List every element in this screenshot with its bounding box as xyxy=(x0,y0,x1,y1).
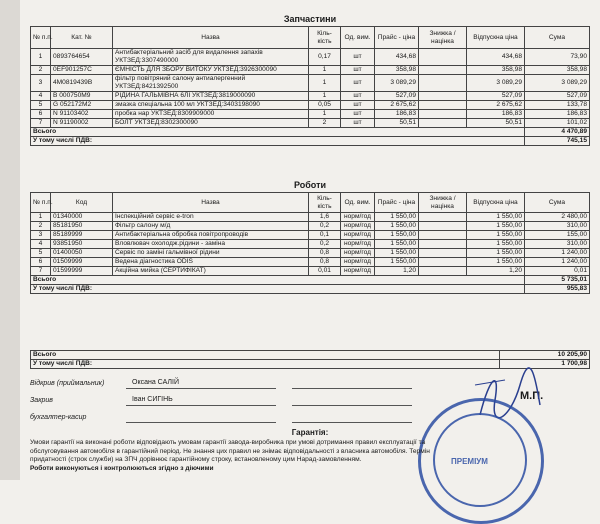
parts-table-cell xyxy=(419,110,467,119)
parts-col-sum: Сума xyxy=(525,27,590,49)
stamp-text: ПРЕМІУМ xyxy=(451,457,488,466)
parts-table-cell: 0,05 xyxy=(309,101,341,110)
parts-table-cell: 3 xyxy=(31,75,51,92)
parts-table-cell: 101,02 xyxy=(525,119,590,128)
grand-total-row xyxy=(31,351,590,360)
works-table-cell: 1 550,00 xyxy=(467,231,525,240)
closed-label: Закрив xyxy=(30,397,53,404)
parts-table-cell: шт xyxy=(341,119,375,128)
parts-table-cell: Антибактеріальний засіб для видалення запахів УКТЗЕД:3307490000 xyxy=(113,49,309,66)
parts-table-cell: 1 xyxy=(309,66,341,75)
works-table-cell: 01599999 xyxy=(51,267,113,276)
parts-table-cell: 6 xyxy=(31,110,51,119)
parts-table-cell: 186,83 xyxy=(467,110,525,119)
parts-table-cell: 0893764654 xyxy=(51,49,113,66)
works-table-cell: норм/год xyxy=(341,213,375,222)
works-table-cell: Ведена діагностика ODIS xyxy=(113,258,309,267)
works-table-cell: 0,2 xyxy=(309,222,341,231)
works-table-cell: 1 550,00 xyxy=(467,213,525,222)
parts-table-row xyxy=(31,92,590,101)
works-table-cell: Фільтр салону м/д xyxy=(113,222,309,231)
works-table-cell: 93851950 xyxy=(51,240,113,249)
works-table-cell: 0,01 xyxy=(309,267,341,276)
works-col-unit: Од. вим. xyxy=(341,193,375,213)
parts-table-cell: 1 xyxy=(309,92,341,101)
warranty-line-3: придатності (строк служби) на ЗПЧ дорівнює гарантійному строку, встановленому цим Нарад-замовленням. xyxy=(30,456,362,463)
parts-table-cell xyxy=(419,92,467,101)
parts-title: Запчастини xyxy=(283,14,337,24)
cashier-label: бухгалтер-касир xyxy=(30,414,87,421)
closed-name: Іван СИГІНЬ xyxy=(132,396,173,403)
parts-table-row xyxy=(31,49,590,66)
parts-table-cell: шт xyxy=(341,101,375,110)
works-table-cell: 1 550,00 xyxy=(375,249,419,258)
works-table-cell: 1 240,00 xyxy=(525,258,590,267)
parts-table-cell: 186,83 xyxy=(375,110,419,119)
parts-table-cell: шт xyxy=(341,92,375,101)
parts-total-label: Всього xyxy=(31,128,525,137)
parts-col-code: Кат. № xyxy=(51,27,113,49)
warranty-line-4: Роботи виконуються і контролюються згідно з діючими xyxy=(30,464,214,472)
parts-table-cell xyxy=(419,119,467,128)
works-table-cell: 5 xyxy=(31,249,51,258)
parts-col-no: № п.п. xyxy=(31,27,51,49)
works-table-cell: 0,2 xyxy=(309,240,341,249)
warranty-title: Гарантія: xyxy=(291,428,329,437)
works-table-cell: Вловлювач охолодж.рідини - заміна xyxy=(113,240,309,249)
parts-table-cell: 434,68 xyxy=(375,49,419,66)
works-table-cell: 1 550,00 xyxy=(375,240,419,249)
closed-line xyxy=(126,405,276,406)
works-table-cell: Акційна мийка (СЕРТИФІКАТ) xyxy=(113,267,309,276)
parts-col-discount: Знижка / націнка xyxy=(419,27,467,49)
works-table-cell xyxy=(419,213,467,222)
works-table-cell: 4 xyxy=(31,240,51,249)
works-col-price: Прайс - ціна xyxy=(375,193,419,213)
parts-table-cell: 7 xyxy=(31,119,51,128)
warranty-line-2: обслуговування автомобіля в гарантійний період. Не знання цих правил не знімає відповідальності з власника автомобіля. Термін xyxy=(30,447,430,455)
works-table-row xyxy=(31,258,590,267)
parts-col-sale-price: Відпускна ціна xyxy=(467,27,525,49)
works-table-row xyxy=(31,240,590,249)
parts-table-cell: 434,68 xyxy=(467,49,525,66)
works-vat-label: У тому числі ПДВ: xyxy=(31,285,525,294)
works-col-sale-price: Відпускна ціна xyxy=(467,193,525,213)
accepted-line xyxy=(126,388,276,389)
works-table-cell: 1 xyxy=(31,213,51,222)
works-table-cell xyxy=(419,240,467,249)
parts-table-cell xyxy=(419,101,467,110)
works-table-cell: Сервіс по заміні гальмівної рідини xyxy=(113,249,309,258)
works-total-label: Всього xyxy=(31,276,525,285)
parts-table-cell xyxy=(419,49,467,66)
works-table-cell: 2 xyxy=(31,222,51,231)
works-table-row xyxy=(31,249,590,258)
parts-table-cell: 133,78 xyxy=(525,101,590,110)
works-total-value: 5 735,01 xyxy=(525,276,590,285)
works-col-name: Назва xyxy=(113,193,309,213)
works-table-cell: 7 xyxy=(31,267,51,276)
works-table-cell: 85189999 xyxy=(51,231,113,240)
works-table-cell: 85181950 xyxy=(51,222,113,231)
parts-table-cell: БОЛТ УКТЗЕД:8302300090 xyxy=(113,119,309,128)
accepted-name: Оксана САЛІЙ xyxy=(132,379,179,386)
parts-table-cell: 186,83 xyxy=(525,110,590,119)
works-col-qty: Кіль-кість xyxy=(309,193,341,213)
parts-table-row xyxy=(31,101,590,110)
parts-col-unit: Од. вим. xyxy=(341,27,375,49)
parts-table-cell: 50,51 xyxy=(375,119,419,128)
works-table-cell: норм/год xyxy=(341,267,375,276)
works-table-cell: 1 550,00 xyxy=(375,213,419,222)
accepted-label: Відкрив (приймальник) xyxy=(30,380,105,387)
parts-table-row xyxy=(31,75,590,92)
parts-table-cell: ЄМНІСТЬ ДЛЯ ЗБОРУ ВИТОКУ УКТЗЕД:3926300090 xyxy=(113,66,309,75)
parts-table-cell: 5 xyxy=(31,101,51,110)
parts-table-cell: шт xyxy=(341,49,375,66)
parts-table-cell: N 91103402 xyxy=(51,110,113,119)
parts-table-cell: G 052172M2 xyxy=(51,101,113,110)
works-vat-value: 955,83 xyxy=(525,285,590,294)
parts-table-cell: шт xyxy=(341,75,375,92)
grand-vat-value: 1 700,98 xyxy=(500,360,590,369)
parts-table-cell: 527,09 xyxy=(525,92,590,101)
parts-table-cell: 358,98 xyxy=(467,66,525,75)
works-table-cell: 1 240,00 xyxy=(525,249,590,258)
works-table-row xyxy=(31,222,590,231)
grand-total-value: 10 205,90 xyxy=(500,351,590,360)
works-table-cell: 310,00 xyxy=(525,222,590,231)
parts-table-cell: 50,51 xyxy=(467,119,525,128)
accepted-sign-line xyxy=(292,388,412,389)
parts-table-row xyxy=(31,110,590,119)
warranty-line-1: Умови гарантії на виконані роботи відповідають умовам гарантії завода-виробника при умові дотримання правил експлуатації та xyxy=(30,439,426,446)
works-col-sum: Сума xyxy=(525,193,590,213)
works-table-cell: норм/год xyxy=(341,258,375,267)
parts-table xyxy=(30,26,590,146)
works-col-no: № п.п. xyxy=(31,193,51,213)
invoice-page xyxy=(30,0,590,480)
works-table-cell: 1,20 xyxy=(375,267,419,276)
parts-table-cell: 527,09 xyxy=(375,92,419,101)
parts-table-cell: змазка спеціальна 100 мл УКТЗЕД:3403198090 xyxy=(113,101,309,110)
works-table-cell: 01340000 xyxy=(51,213,113,222)
works-table-cell: 1,6 xyxy=(309,213,341,222)
parts-table-cell: 358,98 xyxy=(525,66,590,75)
works-table-cell xyxy=(419,222,467,231)
parts-col-price: Прайс - ціна xyxy=(375,27,419,49)
parts-table-cell: B 000750M9 xyxy=(51,92,113,101)
parts-table-cell: 358,98 xyxy=(375,66,419,75)
works-table-cell xyxy=(419,249,467,258)
works-header-row xyxy=(31,193,590,213)
parts-table-cell: 1 xyxy=(309,110,341,119)
works-table-cell: 1 550,00 xyxy=(467,240,525,249)
works-table-row xyxy=(31,267,590,276)
grand-vat-label: У тому числі ПДВ: xyxy=(31,360,500,369)
parts-vat-label: У тому числі ПДВ: xyxy=(31,137,525,146)
parts-table-cell xyxy=(419,75,467,92)
parts-header-row xyxy=(31,27,590,49)
works-table-cell: Антибактеріальна обробка повітропроводів xyxy=(113,231,309,240)
grand-total-label: Всього xyxy=(31,351,500,360)
parts-col-qty: Кіль-кість xyxy=(309,27,341,49)
works-table-cell: 1 550,00 xyxy=(467,222,525,231)
page-shadow-edge xyxy=(0,0,20,480)
parts-table-cell: 73,90 xyxy=(525,49,590,66)
parts-table-row xyxy=(31,119,590,128)
works-title: Роботи xyxy=(293,180,327,190)
parts-table-cell: 0,17 xyxy=(309,49,341,66)
stamp-place-label: М.П. xyxy=(520,390,544,402)
parts-table-cell: шт xyxy=(341,66,375,75)
parts-col-name: Назва xyxy=(113,27,309,49)
works-table-cell: 1 550,00 xyxy=(375,258,419,267)
parts-table-cell: 2 xyxy=(31,66,51,75)
works-table-cell: 3 xyxy=(31,231,51,240)
parts-table-cell: 1 xyxy=(31,49,51,66)
parts-table-cell: 2 675,62 xyxy=(375,101,419,110)
parts-table-cell: 3 089,29 xyxy=(375,75,419,92)
parts-table-cell: 527,09 xyxy=(467,92,525,101)
works-table-cell: норм/год xyxy=(341,240,375,249)
works-table-cell: 0,01 xyxy=(525,267,590,276)
works-table-row xyxy=(31,231,590,240)
works-table-cell: норм/год xyxy=(341,231,375,240)
works-col-code: Код xyxy=(51,193,113,213)
parts-table-cell: РІДИНА ГАЛЬМІВНА 6ЛI УКТЗЕД:3819000090 xyxy=(113,92,309,101)
works-vat-row xyxy=(31,285,590,294)
works-table-cell: 6 xyxy=(31,258,51,267)
works-table-row xyxy=(31,213,590,222)
works-table-cell: 1 550,00 xyxy=(467,258,525,267)
parts-table-cell: 3 089,29 xyxy=(525,75,590,92)
works-table-cell: 0,8 xyxy=(309,258,341,267)
works-table-cell xyxy=(419,231,467,240)
parts-table-cell: 2 675,62 xyxy=(467,101,525,110)
works-table-cell: 01400050 xyxy=(51,249,113,258)
works-table-cell: 1 550,00 xyxy=(467,249,525,258)
works-table-cell xyxy=(419,267,467,276)
parts-table-cell: 4 xyxy=(31,92,51,101)
parts-table-cell: фільтр повітряний салону антиалергенний УКТЗЕД:8421392500 xyxy=(113,75,309,92)
parts-table-cell: 1 xyxy=(309,75,341,92)
parts-table-cell: 2 xyxy=(309,119,341,128)
works-table-cell xyxy=(419,258,467,267)
works-table-cell: 1 550,00 xyxy=(375,222,419,231)
works-table xyxy=(30,192,590,294)
parts-table-cell: 4M0819439B xyxy=(51,75,113,92)
parts-total-row xyxy=(31,128,590,137)
parts-vat-row xyxy=(31,137,590,146)
cashier-sign-line xyxy=(292,422,412,423)
works-table-cell: 0,8 xyxy=(309,249,341,258)
parts-table-row xyxy=(31,66,590,75)
works-total-row xyxy=(31,276,590,285)
parts-table-cell xyxy=(419,66,467,75)
parts-table-cell: 3 089,29 xyxy=(467,75,525,92)
parts-total-value: 4 470,89 xyxy=(525,128,590,137)
parts-table-cell: N 91190002 xyxy=(51,119,113,128)
works-table-cell: Інспекційний сервіс e-tron xyxy=(113,213,309,222)
works-table-cell: норм/год xyxy=(341,222,375,231)
works-table-cell: 01509999 xyxy=(51,258,113,267)
parts-table-cell: шт xyxy=(341,110,375,119)
parts-vat-value: 745,15 xyxy=(525,137,590,146)
closed-sign-line xyxy=(292,405,412,406)
parts-table-cell: 0EF901257C xyxy=(51,66,113,75)
works-table-cell: 1 550,00 xyxy=(375,231,419,240)
works-table-cell: 310,00 xyxy=(525,240,590,249)
works-col-discount: Знижка / націнка xyxy=(419,193,467,213)
warranty-block xyxy=(30,439,590,473)
works-table-cell: 2 480,00 xyxy=(525,213,590,222)
works-table-cell: 155,00 xyxy=(525,231,590,240)
parts-table-cell: пробка нар УКТЗЕД:8309909000 xyxy=(113,110,309,119)
works-table-cell: норм/год xyxy=(341,249,375,258)
cashier-line xyxy=(126,422,276,423)
works-table-cell: 1,20 xyxy=(467,267,525,276)
works-table-cell: 0,1 xyxy=(309,231,341,240)
